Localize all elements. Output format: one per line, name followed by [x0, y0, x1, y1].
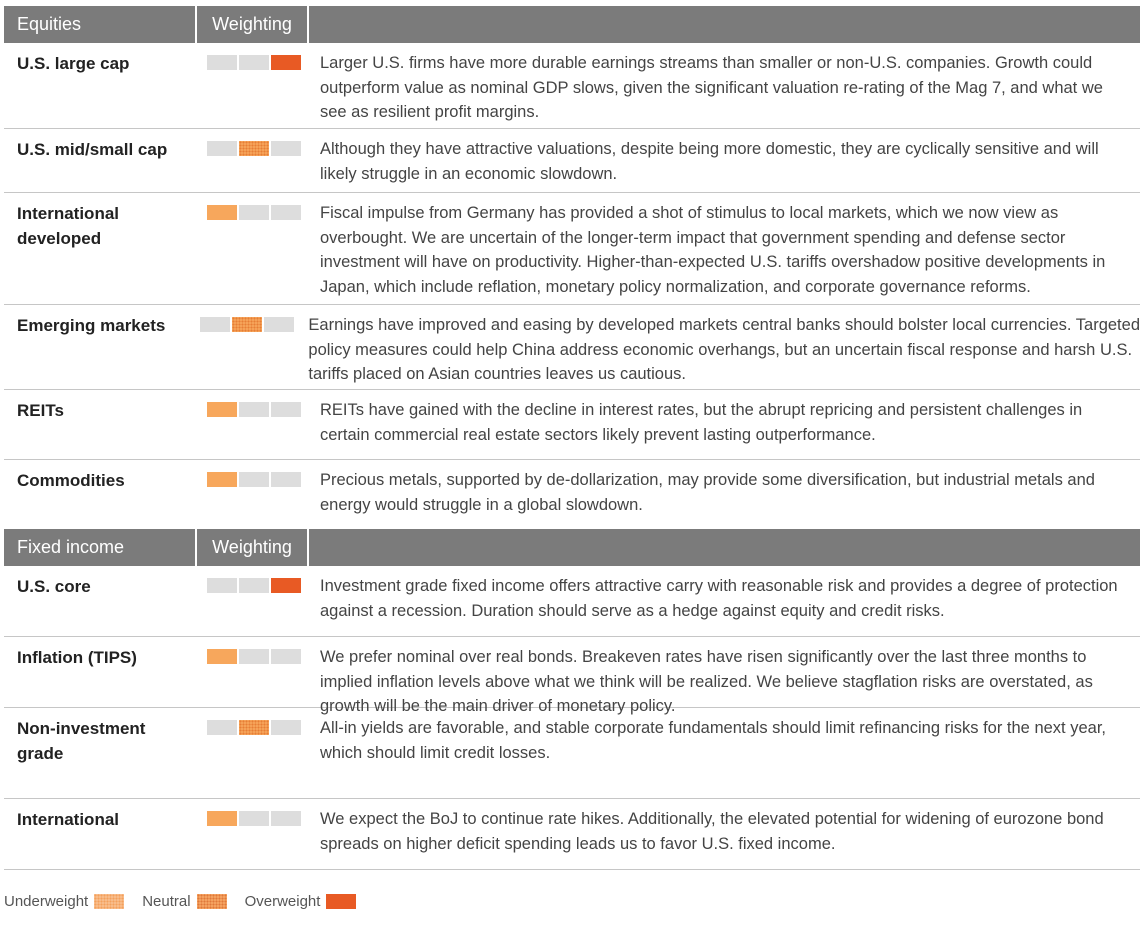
weighting-empty-segment	[239, 649, 269, 664]
weighting-indicator-underweight	[207, 472, 237, 487]
description-line: outperform value as nominal GDP slows, given the significant valuation re-rating of the Mag 7, and what we	[320, 78, 1103, 97]
weighting-cell	[197, 799, 307, 869]
asset-class-description	[307, 708, 1140, 798]
description-line: which should limit credit losses.	[320, 743, 551, 762]
weighting-indicator-neutral	[239, 720, 269, 735]
equities-rows	[4, 43, 1140, 530]
weighting-empty-segment	[239, 578, 269, 593]
underweight-swatch	[94, 894, 124, 909]
weighting-bar	[207, 141, 301, 156]
asset-class-name-line: U.S. core	[17, 577, 91, 596]
equities-weighting-header: Weighting	[197, 6, 309, 43]
weighting-indicator-overweight	[271, 55, 301, 70]
weighting-cell	[190, 305, 296, 389]
weighting-cell	[197, 708, 307, 798]
asset-class-name	[4, 799, 197, 869]
asset-class-name-line: U.S. mid/small cap	[17, 140, 168, 159]
legend-neutral-label: Neutral	[142, 893, 191, 910]
weighting-empty-segment	[207, 55, 237, 70]
weighting-empty-segment	[239, 205, 269, 220]
equities-header-label: Equities	[4, 6, 197, 43]
description-line: overbought. We are uncertain of the longer-term impact that government spending and defense sector	[320, 228, 1066, 247]
weighting-indicator-underweight	[207, 402, 237, 417]
table-row	[4, 708, 1140, 799]
overweight-swatch	[326, 894, 356, 909]
weighting-empty-segment	[271, 472, 301, 487]
description-line: see as resilient profit margins.	[320, 103, 540, 121]
legend-overweight	[245, 893, 357, 910]
table-row	[4, 566, 1140, 637]
asset-class-name	[4, 193, 197, 304]
weighting-empty-segment	[239, 472, 269, 487]
fixed-income-section	[4, 529, 1140, 870]
asset-class-name	[4, 460, 197, 530]
asset-class-name-line: Non-investment	[17, 719, 146, 738]
description-line: policy measures could help China address economic overhangs, but an uncertain fiscal response and harsh U.S.	[308, 340, 1133, 359]
asset-class-name	[4, 390, 197, 459]
description-line: against a recession. Duration should serve as a hedge against equity and credit risks.	[320, 601, 945, 620]
fixed-income-weighting-header: Weighting	[197, 529, 309, 566]
weighting-empty-segment	[207, 578, 237, 593]
asset-class-name	[4, 708, 197, 798]
weighting-bar	[207, 578, 301, 593]
legend-underweight	[4, 893, 124, 910]
weighting-bar	[207, 720, 301, 735]
asset-class-name-line: International	[17, 810, 120, 829]
description-line: certain commercial real estate sectors likely prevent lasting outperformance.	[320, 425, 876, 444]
weighting-cell	[197, 637, 307, 707]
description-line: Although they have attractive valuations, despite being more domestic, they are cyclically sensitive and will	[320, 140, 1099, 158]
asset-class-name-line: developed	[17, 229, 102, 248]
asset-class-name-line: Emerging markets	[17, 316, 166, 335]
description-line: All-in yields are favorable, and stable corporate fundamentals should limit refinancing risks for the next year,	[320, 719, 1106, 737]
weighting-bar	[207, 402, 301, 417]
asset-class-description	[307, 460, 1140, 530]
table-row	[4, 637, 1140, 715]
asset-class-description	[295, 305, 1140, 389]
weighting-empty-segment	[271, 649, 301, 664]
asset-class-name-line: REITs	[17, 401, 64, 420]
fixed-income-header	[4, 529, 1140, 566]
asset-class-name-line: Commodities	[17, 471, 125, 490]
table-row	[4, 390, 1140, 460]
description-line: growth will be the main driver of monetary policy.	[320, 697, 676, 715]
description-line: energy would struggle in a global slowdown.	[320, 495, 643, 514]
weighting-indicator-overweight	[271, 578, 301, 593]
table-row	[4, 460, 1140, 530]
legend-neutral	[142, 893, 226, 910]
legend-overweight-label: Overweight	[244, 893, 321, 910]
weighting-indicator-underweight	[207, 811, 237, 826]
weighting-empty-segment	[264, 317, 294, 332]
weighting-empty-segment	[239, 55, 269, 70]
description-line: Earnings have improved and easing by developed markets central banks should bolster local currencies. Targeted	[308, 316, 1140, 334]
description-line: tariffs placed on Asian countries leaves us cautious.	[308, 365, 686, 383]
table-row	[4, 43, 1140, 129]
weighting-indicator-neutral	[239, 141, 269, 156]
equities-section	[4, 6, 1140, 530]
description-line: Fiscal impulse from Germany has provided a shot of stimulus to local markets, which we now view as	[320, 204, 1059, 222]
weighting-empty-segment	[271, 141, 301, 156]
description-line: Larger U.S. firms have more durable earnings streams than smaller or non-U.S. companies. Growth could	[320, 54, 1093, 72]
weighting-bar	[207, 811, 301, 826]
weighting-legend	[4, 893, 374, 910]
asset-class-name	[4, 637, 197, 707]
weighting-bar	[207, 205, 301, 220]
weighting-cell	[197, 43, 307, 128]
equities-description-header	[309, 6, 1140, 43]
description-line: investment will have on productivity. Higher-than-expected U.S. tariffs overshadow positive developments in	[320, 253, 1106, 271]
asset-class-description	[307, 566, 1140, 636]
fixed-income-description-header	[309, 529, 1140, 566]
weighting-indicator-underweight	[207, 649, 237, 664]
asset-class-name	[4, 566, 197, 636]
fixed-income-header-label: Fixed income	[4, 529, 197, 566]
fixed-income-rows	[4, 566, 1140, 870]
asset-class-name	[4, 43, 197, 128]
asset-class-description	[307, 799, 1140, 869]
description-line: implied inflation levels above what we think will be realized. We believe stagflation risks are overstated, as	[320, 672, 1093, 691]
description-line: We prefer nominal over real bonds. Breakeven rates have risen significantly over the last three months to	[320, 648, 1087, 666]
weighting-empty-segment	[239, 811, 269, 826]
table-row	[4, 799, 1140, 870]
weighting-empty-segment	[271, 720, 301, 735]
weighting-empty-segment	[271, 402, 301, 417]
weighting-empty-segment	[239, 402, 269, 417]
description-line: Precious metals, supported by de-dollarization, may provide some diversification, but industrial metals and	[320, 471, 1095, 489]
asset-class-description	[307, 193, 1140, 304]
weighting-cell	[197, 129, 307, 192]
asset-class-name-line: International	[17, 204, 120, 223]
asset-class-description	[307, 129, 1140, 192]
neutral-swatch	[197, 894, 227, 909]
weighting-indicator-neutral	[232, 317, 262, 332]
weighting-cell	[197, 193, 307, 304]
weighting-bar	[207, 649, 301, 664]
table-row	[4, 305, 1140, 390]
legend-underweight-label: Underweight	[4, 893, 89, 910]
weighting-bar	[200, 317, 294, 332]
description-line: Investment grade fixed income offers attractive carry with reasonable risk and provides a degree of protection	[320, 577, 1118, 595]
description-line: likely struggle in an economic slowdown.	[320, 164, 618, 183]
description-line: spreads on higher deficit spending leads us to favor U.S. fixed income.	[320, 834, 836, 853]
weighting-empty-segment	[207, 720, 237, 735]
asset-class-name-line: Inflation (TIPS)	[17, 648, 137, 667]
equities-header	[4, 6, 1140, 43]
asset-class-description	[307, 390, 1140, 459]
weighting-cell	[197, 566, 307, 636]
weighting-indicator-underweight	[207, 205, 237, 220]
weighting-cell	[197, 390, 307, 459]
table-row	[4, 129, 1140, 193]
asset-class-name	[4, 129, 197, 192]
asset-class-description	[307, 43, 1140, 128]
asset-class-description	[307, 637, 1140, 715]
weighting-empty-segment	[271, 205, 301, 220]
weighting-empty-segment	[271, 811, 301, 826]
asset-class-name	[4, 305, 190, 389]
weighting-bar	[207, 472, 301, 487]
asset-class-name-line: grade	[17, 744, 64, 763]
weighting-cell	[197, 460, 307, 530]
asset-class-name-line: U.S. large cap	[17, 54, 130, 73]
table-row	[4, 193, 1140, 305]
description-line: Japan, which include reflation, monetary policy normalization, and corporate governance reforms.	[320, 277, 1031, 296]
description-line: REITs have gained with the decline in interest rates, but the abrupt repricing and persistent challenges in	[320, 401, 1083, 419]
weighting-empty-segment	[207, 141, 237, 156]
weighting-bar	[207, 55, 301, 70]
weighting-empty-segment	[200, 317, 230, 332]
description-line: We expect the BoJ to continue rate hikes. Additionally, the elevated potential for widening of eurozone bond	[320, 810, 1104, 828]
